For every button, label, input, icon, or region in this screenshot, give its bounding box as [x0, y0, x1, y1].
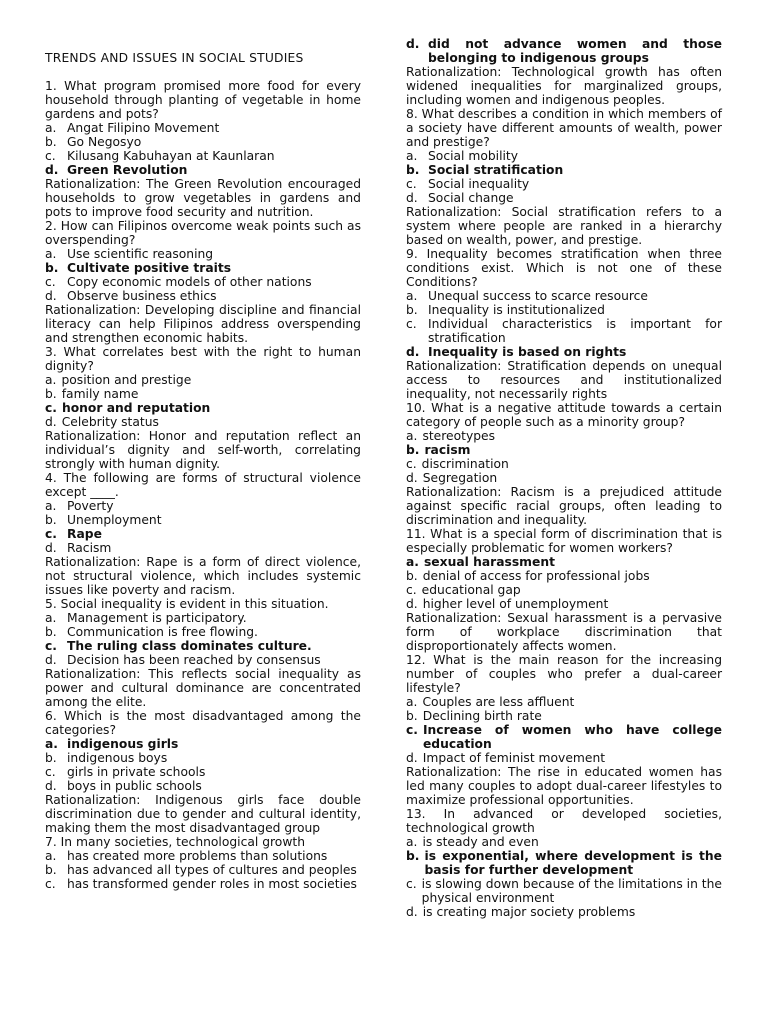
- option-text: Declining birth rate: [422, 709, 542, 723]
- answer-option-correct: [406, 555, 722, 569]
- answer-option: [45, 863, 361, 877]
- rationalization-text: Rationalization: Sexual harassment is a pervasive form of workplace discrimination that disproportionately affects women.: [406, 611, 722, 653]
- option-text: family name: [61, 387, 139, 401]
- option-letter: c.: [406, 877, 417, 891]
- option-letter: c.: [406, 317, 417, 331]
- answer-option: [45, 415, 361, 429]
- question-block: [45, 345, 361, 471]
- answer-option: [45, 849, 361, 863]
- rationalization-text: Rationalization: Racism is a prejudiced attitude against specific racial groups, often leading to discrimination and inequality.: [406, 485, 722, 527]
- option-letter: b.: [45, 387, 57, 401]
- option-letter: d.: [406, 345, 420, 359]
- option-letter: a.: [406, 695, 418, 709]
- option-letter: c.: [406, 177, 417, 191]
- option-letter: c.: [45, 765, 56, 779]
- option-text: higher level of unemployment: [422, 597, 609, 611]
- rationalization-text: Rationalization: The Green Revolution encouraged households to grow vegetables in gardens and pots to improve food security and nutrition.: [45, 177, 361, 219]
- answer-option-correct: [45, 163, 361, 177]
- option-text: Communication is free flowing.: [67, 625, 258, 639]
- option-text: Celebrity status: [61, 415, 159, 429]
- question-block: [45, 219, 361, 345]
- rationalization-text: Rationalization: This reflects social inequality as power and cultural dominance are concentrated among the elite.: [45, 667, 361, 709]
- question-text: 10. What is a negative attitude towards a certain category of people such as a minority group?: [406, 401, 722, 429]
- option-letter: a.: [406, 289, 418, 303]
- question-text: 3. What correlates best with the right to human dignity?: [45, 345, 361, 373]
- option-letter: d.: [406, 191, 418, 205]
- option-letter: d.: [406, 471, 418, 485]
- option-text: has transformed gender roles in most societies: [67, 877, 357, 891]
- question-text: 12. What is the main reason for the increasing number of couples who prefer a dual-career lifestyle?: [406, 653, 722, 695]
- option-letter: b.: [406, 569, 418, 583]
- question-block: [45, 709, 361, 835]
- option-letter: d.: [406, 597, 418, 611]
- answer-option: [45, 275, 361, 289]
- option-text: is slowing down because of the limitations in the physical environment: [421, 877, 722, 905]
- option-text: Management is participatory.: [67, 611, 247, 625]
- option-text: Green Revolution: [67, 163, 188, 177]
- option-text: The ruling class dominates culture.: [67, 639, 312, 653]
- option-text: indigenous girls: [67, 737, 179, 751]
- option-text: Kilusang Kabuhayan at Kaunlaran: [67, 149, 275, 163]
- answer-option-correct: [406, 163, 722, 177]
- question-block: [406, 247, 722, 401]
- answer-option: [45, 387, 361, 401]
- option-text: Social mobility: [428, 149, 519, 163]
- option-letter: b.: [45, 513, 57, 527]
- answer-option: [45, 149, 361, 163]
- option-text: Unemployment: [67, 513, 162, 527]
- question-block: [45, 835, 361, 891]
- option-letter: d.: [45, 163, 59, 177]
- answer-option: [406, 429, 722, 443]
- answer-option-correct: [45, 639, 361, 653]
- answer-option-correct: [45, 401, 361, 415]
- option-text: did not advance women and those belonging to indigenous groups: [428, 37, 722, 65]
- question-text: 5. Social inequality is evident in this situation.: [45, 597, 329, 611]
- option-letter: b.: [45, 261, 59, 275]
- option-text: Cultivate positive traits: [67, 261, 232, 275]
- option-text: has advanced all types of cultures and peoples: [67, 863, 357, 877]
- answer-option-correct: [45, 527, 361, 541]
- answer-option-correct: [406, 443, 722, 457]
- answer-option: [45, 625, 361, 639]
- option-letter: a.: [406, 429, 418, 443]
- rationalization-text: Rationalization: Honor and reputation reflect an individual’s dignity and self-worth, correlating strongly with human dignity.: [45, 429, 361, 471]
- option-letter: b.: [406, 163, 420, 177]
- option-text: Social stratification: [428, 163, 564, 177]
- option-letter: a.: [45, 849, 57, 863]
- option-text: is steady and even: [422, 835, 539, 849]
- answer-option: [45, 877, 361, 891]
- answer-option-correct: [406, 345, 722, 359]
- answer-option: [406, 289, 722, 303]
- question-text: 11. What is a special form of discrimination that is especially problematic for women workers?: [406, 527, 722, 555]
- option-letter: b.: [406, 443, 420, 457]
- option-text: Increase of women who have college education: [422, 723, 722, 751]
- question-block: [406, 401, 722, 527]
- option-text: Go Negosyo: [67, 135, 142, 149]
- question-block: [406, 527, 722, 653]
- option-letter: a.: [45, 373, 57, 387]
- answer-option: [45, 653, 361, 667]
- rationalization-text: Rationalization: Developing discipline and financial literacy can help Filipinos address overspending and strengthen economic habits.: [45, 303, 361, 345]
- document-title: TRENDS AND ISSUES IN SOCIAL STUDIES: [45, 51, 304, 65]
- question-text: 6. Which is the most disadvantaged among the categories?: [45, 709, 361, 737]
- answer-option: [406, 597, 722, 611]
- option-text: Copy economic models of other nations: [67, 275, 312, 289]
- option-letter: c.: [406, 723, 418, 737]
- question-block: [45, 79, 361, 219]
- option-text: discrimination: [421, 457, 509, 471]
- option-text: Individual characteristics is important for stratification: [428, 317, 722, 345]
- option-letter: d.: [406, 751, 418, 765]
- answer-option: [45, 765, 361, 779]
- option-letter: a.: [406, 835, 418, 849]
- answer-option: [406, 905, 722, 919]
- option-text: Inequality is institutionalized: [428, 303, 605, 317]
- option-letter: b.: [45, 751, 57, 765]
- option-text: position and prestige: [61, 373, 192, 387]
- option-text: indigenous boys: [67, 751, 168, 765]
- option-text: Poverty: [67, 499, 114, 513]
- option-text: denial of access for professional jobs: [422, 569, 650, 583]
- option-letter: d.: [45, 779, 57, 793]
- answer-option: [406, 835, 722, 849]
- answer-option: [406, 877, 722, 905]
- option-text: Rape: [67, 527, 102, 541]
- question-text: 13. In advanced or developed societies, technological growth: [406, 807, 722, 835]
- option-letter: d.: [406, 37, 420, 51]
- answer-option: [406, 569, 722, 583]
- option-text: sexual harassment: [423, 555, 555, 569]
- answer-option: [406, 695, 722, 709]
- question-text: 8. What describes a condition in which members of a society have different amounts of wealth, power and prestige?: [406, 107, 722, 149]
- answer-option: [406, 303, 722, 317]
- answer-option-correct: [406, 849, 722, 877]
- answer-option-correct: [45, 261, 361, 275]
- question-text: 1. What program promised more food for every household through planting of vegetable in home gardens and pots?: [45, 79, 361, 121]
- rationalization-text: Rationalization: Indigenous girls face double discrimination due to gender and cultural identity, making them the most disadvantaged group: [45, 793, 361, 835]
- option-text: Unequal success to scarce resource: [428, 289, 648, 303]
- answer-option-correct: [406, 37, 722, 65]
- answer-option: [406, 751, 722, 765]
- option-text: is exponential, where development is the basis for further development: [424, 849, 722, 877]
- option-text: Social inequality: [428, 177, 530, 191]
- answer-option: [45, 513, 361, 527]
- answer-option: [45, 779, 361, 793]
- question-text: 7. In many societies, technological growth: [45, 835, 305, 849]
- option-letter: b.: [406, 849, 420, 863]
- option-text: Inequality is based on rights: [428, 345, 627, 359]
- option-text: stereotypes: [422, 429, 495, 443]
- answer-option: [45, 247, 361, 261]
- option-letter: b.: [406, 709, 418, 723]
- option-text: educational gap: [421, 583, 521, 597]
- option-letter: d.: [45, 289, 57, 303]
- option-letter: a.: [45, 737, 58, 751]
- option-letter: b.: [45, 863, 57, 877]
- question-block: [406, 653, 722, 807]
- rationalization-text: Rationalization: Social stratification refers to a system where people are ranked in a hierarchy based on wealth, power, and prestige.: [406, 205, 722, 247]
- option-letter: b.: [45, 135, 57, 149]
- answer-option: [45, 541, 361, 555]
- option-letter: b.: [45, 625, 57, 639]
- option-letter: a.: [45, 611, 57, 625]
- option-text: is creating major society problems: [422, 905, 636, 919]
- answer-option: [45, 135, 361, 149]
- answer-option: [45, 289, 361, 303]
- answer-option-correct: [406, 723, 722, 751]
- answer-option: [45, 751, 361, 765]
- answer-option-correct: [45, 737, 361, 751]
- option-text: has created more problems than solutions: [67, 849, 328, 863]
- question-text: 9. Inequality becomes stratification when three conditions exist. Which is not one of these Conditions?: [406, 247, 722, 289]
- answer-option: [45, 499, 361, 513]
- option-letter: c.: [45, 877, 56, 891]
- option-text: boys in public schools: [67, 779, 202, 793]
- question-block: [406, 107, 722, 247]
- option-letter: a.: [45, 499, 57, 513]
- option-text: Use scientific reasoning: [67, 247, 214, 261]
- answer-option: [406, 191, 722, 205]
- option-text: Couples are less affluent: [422, 695, 575, 709]
- rationalization-text: Rationalization: The rise in educated women has led many couples to adopt dual-career lifestyles to maximize professional opportunities.: [406, 765, 722, 807]
- left-column: [45, 51, 361, 891]
- option-letter: a.: [406, 149, 418, 163]
- answer-option: [406, 149, 722, 163]
- answer-option: [406, 709, 722, 723]
- option-text: Social change: [428, 191, 514, 205]
- option-letter: c.: [45, 401, 57, 415]
- option-letter: d.: [45, 415, 57, 429]
- option-text: Angat Filipino Movement: [67, 121, 220, 135]
- right-column: [406, 37, 722, 919]
- question-text: 4. The following are forms of structural violence except ____.: [45, 471, 361, 499]
- question-block: [406, 37, 722, 107]
- option-text: racism: [424, 443, 471, 457]
- answer-option: [45, 373, 361, 387]
- option-letter: c.: [45, 639, 57, 653]
- option-text: Observe business ethics: [67, 289, 217, 303]
- option-letter: c.: [406, 583, 417, 597]
- question-block: [45, 471, 361, 597]
- option-text: girls in private schools: [67, 765, 206, 779]
- option-text: Segregation: [422, 471, 498, 485]
- answer-option: [406, 317, 722, 345]
- rationalization-text: Rationalization: Rape is a form of direct violence, not structural violence, which includes systemic issues like poverty and racism.: [45, 555, 361, 597]
- option-text: Racism: [67, 541, 112, 555]
- question-block: [45, 597, 361, 709]
- option-letter: c.: [45, 275, 56, 289]
- option-letter: c.: [406, 457, 417, 471]
- option-letter: d.: [406, 905, 418, 919]
- rationalization-text: Rationalization: Technological growth has often widened inequalities for marginalized groups, including women and indigenous peoples.: [406, 65, 722, 107]
- option-letter: c.: [45, 527, 57, 541]
- option-letter: d.: [45, 541, 57, 555]
- answer-option: [406, 457, 722, 471]
- answer-option: [45, 121, 361, 135]
- answer-option: [406, 583, 722, 597]
- option-letter: c.: [45, 149, 56, 163]
- option-letter: a.: [45, 121, 57, 135]
- question-block: [406, 807, 722, 919]
- option-text: Impact of feminist movement: [422, 751, 606, 765]
- option-letter: b.: [406, 303, 418, 317]
- option-letter: a.: [406, 555, 419, 569]
- option-letter: d.: [45, 653, 57, 667]
- option-text: Decision has been reached by consensus: [67, 653, 321, 667]
- question-text: 2. How can Filipinos overcome weak points such as overspending?: [45, 219, 361, 247]
- option-letter: a.: [45, 247, 57, 261]
- rationalization-text: Rationalization: Stratification depends on unequal access to resources and institutionalized inequality, not necessarily rights: [406, 359, 722, 401]
- answer-option: [406, 177, 722, 191]
- option-text: honor and reputation: [61, 401, 211, 415]
- answer-option: [406, 471, 722, 485]
- answer-option: [45, 611, 361, 625]
